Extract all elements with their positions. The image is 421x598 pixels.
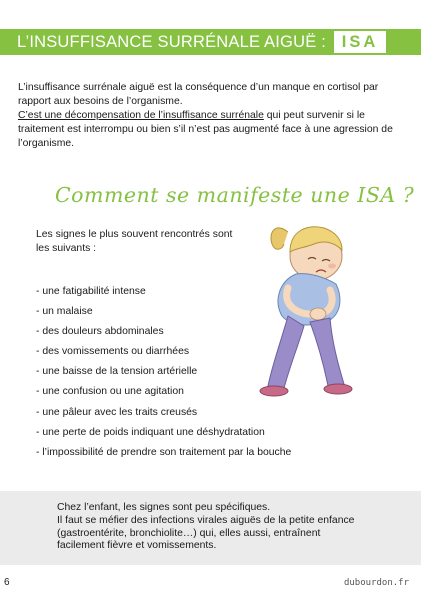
title-acronym: ISA — [334, 31, 386, 53]
intro-paragraph-2-rest: qui peut survenir si le traitement est interrompu ou bien s’il n’est pas augmenté face à une agression de l’organisme. — [18, 110, 393, 149]
note-text — [57, 502, 369, 553]
intro-underlined-phrase: C’est une décompensation de l’insuffisance surrénale — [18, 110, 264, 121]
site-url: dubourdon.fr — [343, 578, 409, 588]
intro-text — [18, 81, 408, 151]
intro-paragraph-1: L’insuffisance surrénale aiguë est la conséquence d’un manque en cortisol par rapport aux besoins de l’organisme. — [18, 82, 379, 107]
sign-item: - des douleurs abdominales — [36, 326, 164, 338]
section-subtitle: Comment se manifeste une ISA ? — [55, 183, 415, 207]
child-stomach-ache-illustration — [238, 204, 368, 404]
page-number: 6 — [4, 577, 10, 588]
note-line-1: Chez l’enfant, les signes sont peu spécifiques. — [57, 502, 271, 513]
sign-item: - une baisse de la tension artérielle — [36, 366, 198, 378]
sign-item: - une pâleur avec les traits creusés — [36, 406, 198, 418]
sign-item: - une confusion ou une agitation — [36, 386, 184, 398]
page-title: L’INSUFFISANCE SURRÉNALE AIGUË : — [17, 33, 326, 51]
sign-item: - une perte de poids indiquant une déshydratation — [36, 426, 265, 438]
sign-item: - l’impossibilité de prendre son traitement par la bouche — [36, 446, 292, 458]
note-line-2: Il faut se méfier des infections virales aiguës de la petite enfance (gastroentérite, bronchiolite…) qui, elles aussi, entraînent facilement fièvre et vomissements. — [57, 514, 355, 552]
signs-intro: Les signes le plus souvent rencontrés sont les suivants : — [36, 229, 233, 254]
sign-item: - des vomissements ou diarrhées — [36, 346, 190, 358]
sign-item: - un malaise — [36, 306, 93, 318]
intro-paragraph-2 — [18, 109, 408, 151]
sign-item: - une fatigabilité intense — [36, 286, 146, 297]
